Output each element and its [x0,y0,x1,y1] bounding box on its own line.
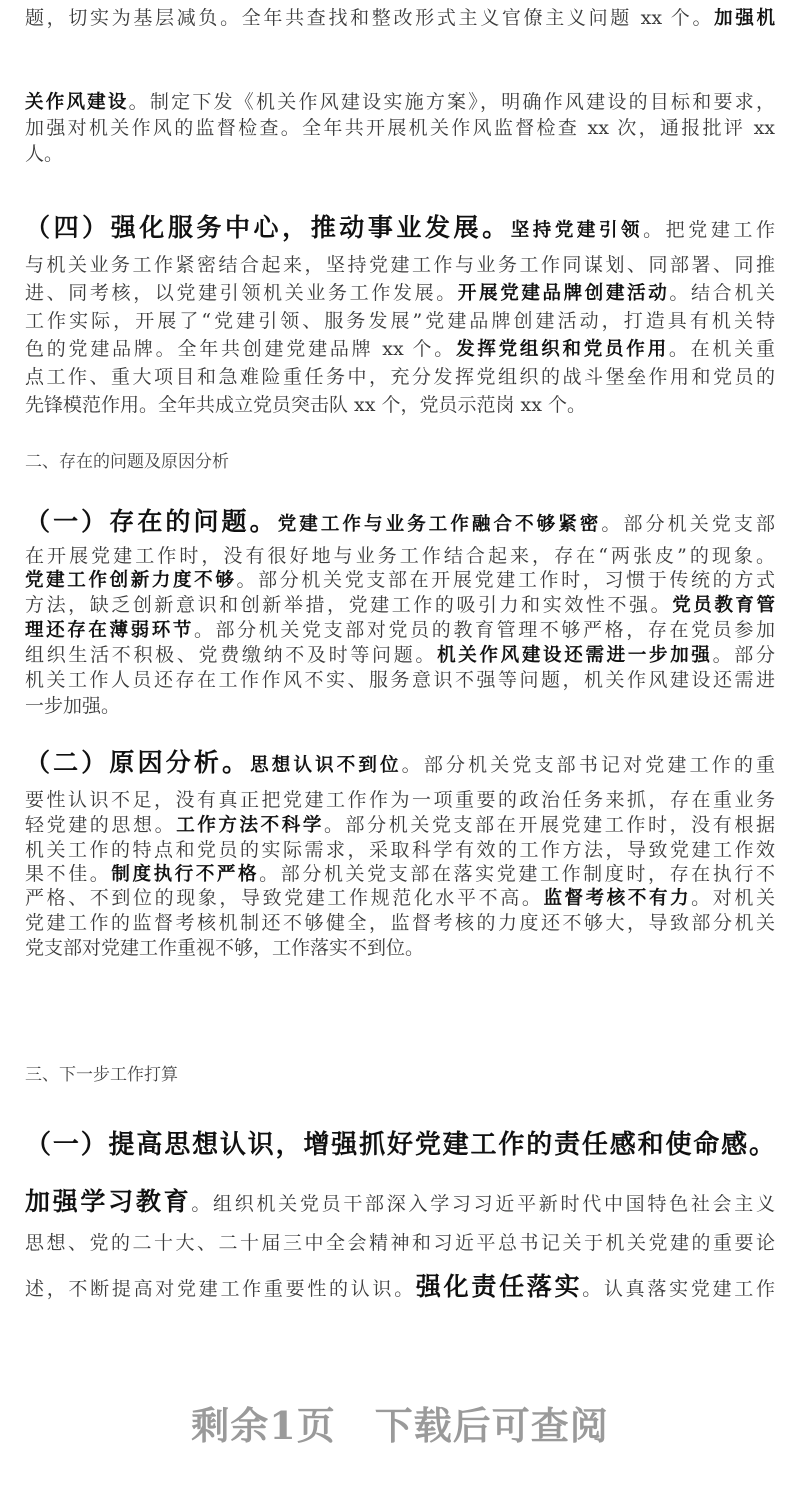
text-line [25,1187,775,1217]
text-line [25,213,775,243]
body-text: 点工作、重大项目和急难险重任务中，充分发挥党组织的战斗堡垒作用和党员的 [25,366,775,388]
body-text: 。在机关重 [668,338,775,360]
bold-keyword: 机关作风建设还需进一步加强 [437,645,713,666]
bold-keyword: 监督考核不有力 [543,888,692,909]
body-text: 题，切实为基层减负。全年共查找和整改形式主义官僚主义问题 xx 个。 [25,7,715,29]
body-text: 党支部对党建工作重视不够，工作落实不到位。 [25,937,425,959]
bold-keyword: 理还存在薄弱环节 [25,620,194,641]
subheading: （一）提高思想认识，增强抓好党建工作的责任感和使命感。 [25,1130,775,1160]
body-text: 轻党建的思想。 [25,814,177,836]
text-line [25,1130,775,1160]
text-line [25,748,775,778]
body-text: 。部分机关党支部在落实党建工作制度时，存在执行不 [259,863,775,885]
body-text: 。认真落实党建工作 [582,1278,775,1300]
body-text: 进、同考核，以党建引领机关业务工作发展。 [25,282,458,304]
remaining-pages-notice[interactable]: 剩余1页 下载后可查阅 [191,1403,609,1448]
subheading: （一）存在的问题。 [25,507,278,536]
text-line [25,1272,775,1302]
bold-keyword: 加强机 [714,8,775,29]
body-text: 先锋模范作用。全年共成立党员突击队 xx 个，党员示范岗 xx 个。 [25,394,587,416]
body-text: 与机关业务工作紧密结合起来，坚持党建工作与业务工作同谋划、同部署、同推 [25,254,775,276]
body-text: 。部分机关党支部对党员的教育管理不够严格，存在党员参加 [193,619,775,641]
bold-keyword: 党建工作与业务工作融合不够紧密 [277,514,602,535]
body-text: 。部分机关党支部 [601,513,775,535]
bold-keyword: 关作风建设 [25,92,129,113]
text-line [25,691,775,721]
text-line [25,250,775,280]
subheading: （二）原因分析。 [25,748,251,777]
bold-keyword: 开展党建品牌创建活动 [457,283,670,304]
body-text: 机关工作人员还存在工作作风不实、服务意识不强等问题，机关作风建设还需进 [25,669,775,691]
text-line [25,334,775,364]
text-line [25,306,775,336]
body-text: 。把党建工作 [643,219,775,241]
body-text: 一步加强。 [25,695,121,717]
body-text: 。对机关 [691,887,775,909]
subheading: 加强学习教育 [25,1187,192,1216]
body-text: 果不佳。 [25,863,112,885]
body-text: 组织生活不积极、党费缴纳不及时等问题。 [25,644,438,666]
bold-keyword: 党建工作创新力度不够 [25,570,237,591]
section-heading-next-steps: 三、下一步工作打算 [25,1065,178,1085]
text-line [25,507,775,537]
bold-keyword: 制度执行不严格 [111,864,260,885]
subheading: 强化责任落实 [415,1272,583,1301]
body-text: 。组织机关党员干部深入学习习近平新时代中国特色社会主义 [191,1193,775,1215]
body-text: 人。 [25,143,64,165]
body-text: 。部分机关党支部在开展党建工作时，习惯于传统的方式 [236,569,775,591]
text-line [25,139,775,169]
body-text: 工作实际，开展了“党建引领、服务发展”党建品牌创建活动，打造具有机关特 [25,310,775,332]
body-text: 在开展党建工作时，没有很好地与业务工作结合起来，存在“两张皮”的现象。 [25,545,775,567]
bold-keyword: 党员教育管 [672,595,775,616]
bold-keyword: 工作方法不科学 [176,815,324,836]
body-text: 。部分机关党支部书记对党建工作的重 [401,754,775,776]
body-text: 方法，缺乏创新意识和创新举措，党建工作的吸引力和实效性不强。 [25,594,673,616]
body-text: 。部分机关党支部在开展党建工作时，没有根据 [323,814,775,836]
body-text: 严格、不到位的现象，导致党建工作规范化水平不高。 [25,887,544,909]
text-line [25,1228,775,1258]
body-text: 要性认识不足，没有真正把党建工作作为一项重要的政治任务来抓，存在重业务 [25,789,775,811]
text-line [25,933,775,963]
text-line [25,3,775,33]
body-text: 。结合机关 [669,282,775,304]
subheading: （四）强化服务中心，推动事业发展。 [25,213,511,242]
section-heading-problems: 二、存在的问题及原因分析 [25,452,229,472]
body-text: 。制定下发《机关作风建设实施方案》，明确作风建设的目标和要求， [128,91,775,113]
bold-keyword: 坚持党建引领 [510,220,644,241]
text-line [25,362,775,392]
body-text: 机关工作的特点和党员的实际需求，采取科学有效的工作方法，导致党建工作效 [25,839,775,861]
body-text: 加强对机关作风的监督检查。全年共开展机关作风监督检查 xx 次，通报批评 xx [25,117,775,139]
body-text: 思想、党的二十大、二十届三中全会精神和习近平总书记关于机关党建的重要论 [25,1232,775,1254]
body-text: 述，不断提高对党建工作重要性的认识。 [25,1278,416,1300]
bold-keyword: 思想认识不到位 [250,755,402,776]
text-line [25,390,775,420]
text-line [25,278,775,308]
bold-keyword: 发挥党组织和党员作用 [456,339,669,360]
body-text: 色的党建品牌。全年共创建党建品牌 xx 个。 [25,338,457,360]
body-text: 党建工作的监督考核机制还不够健全，监督考核的力度还不够大，导致部分机关 [25,912,775,934]
body-text: 。部分 [712,644,775,666]
